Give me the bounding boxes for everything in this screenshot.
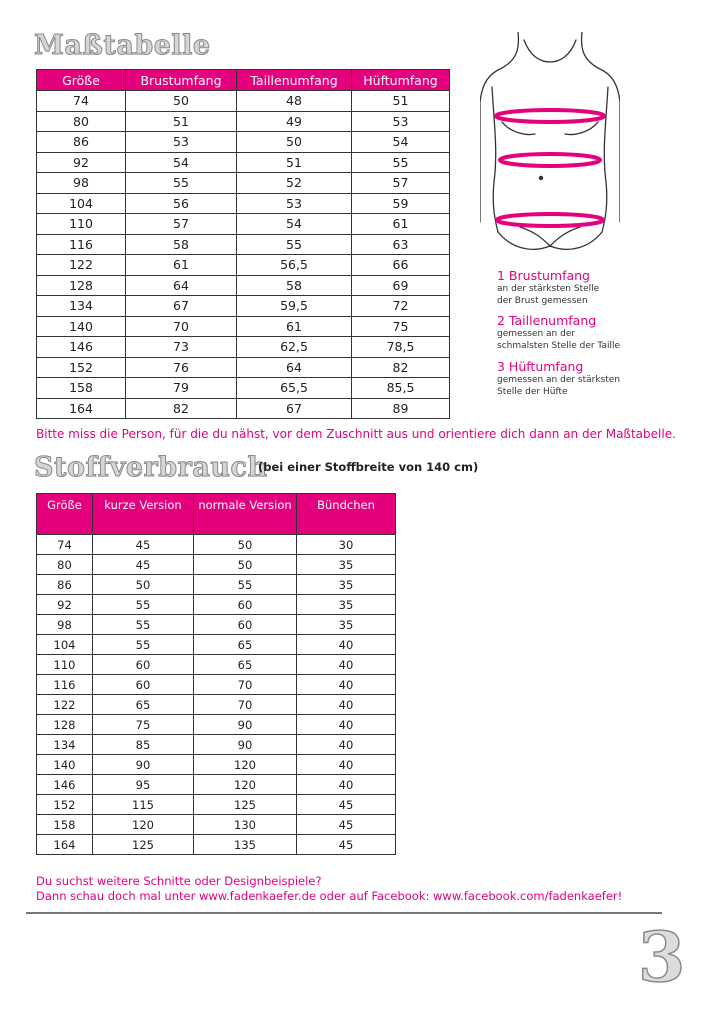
table-cell: 86: [37, 575, 93, 595]
table-cell: 146: [37, 337, 126, 358]
table-cell: 125: [93, 835, 194, 855]
table-cell: 55: [93, 595, 194, 615]
table-cell: 51: [126, 111, 237, 132]
header-hip: Hüftumfang: [352, 70, 450, 91]
table-cell: 90: [194, 715, 297, 735]
header-normal-version: normale Version: [194, 494, 297, 535]
table-row: [37, 795, 396, 815]
legend-title: 1 Brustumfang: [497, 268, 590, 283]
table-cell: 51: [352, 91, 450, 112]
table-cell: 82: [352, 357, 450, 378]
header-chest: Brustumfang: [126, 70, 237, 91]
table-cell: 45: [297, 815, 396, 835]
legend-title: 3 Hüftumfang: [497, 359, 584, 374]
table-cell: 57: [352, 173, 450, 194]
table-cell: 49: [237, 111, 352, 132]
table-cell: 120: [194, 775, 297, 795]
table-cell: 79: [126, 378, 237, 399]
legend-title: 2 Taillenumfang: [497, 313, 597, 328]
page-number: 3: [638, 918, 686, 998]
table-cell: 40: [297, 775, 396, 795]
header-waist: Taillenumfang: [237, 70, 352, 91]
table-cell: 50: [194, 555, 297, 575]
table-cell: 55: [194, 575, 297, 595]
table-cell: 55: [237, 234, 352, 255]
table-cell: 72: [352, 296, 450, 317]
table-cell: 78,5: [352, 337, 450, 358]
table-cell: 61: [126, 255, 237, 276]
body-measurement-figure: [480, 32, 620, 266]
table-row: [37, 695, 396, 715]
header-cuffs: Bündchen: [297, 494, 396, 535]
table-row: [37, 173, 450, 194]
table-cell: 45: [93, 555, 194, 575]
table-cell: 86: [37, 132, 126, 153]
table-cell: 122: [37, 695, 93, 715]
table-cell: 61: [237, 316, 352, 337]
table-row: [37, 835, 396, 855]
table-cell: 152: [37, 795, 93, 815]
table-cell: 40: [297, 715, 396, 735]
table-cell: 104: [37, 635, 93, 655]
table-cell: 40: [297, 755, 396, 775]
table-cell: 140: [37, 316, 126, 337]
table-row: [37, 535, 396, 555]
table-cell: 55: [93, 615, 194, 635]
table-row: [37, 655, 396, 675]
table-row: [37, 398, 450, 419]
table-cell: 58: [237, 275, 352, 296]
table-row: [37, 296, 450, 317]
table-row: [37, 675, 396, 695]
table-cell: 90: [194, 735, 297, 755]
table-cell: 54: [352, 132, 450, 153]
table-row: [37, 635, 396, 655]
table-cell: 110: [37, 214, 126, 235]
table-cell: 58: [126, 234, 237, 255]
table-cell: 55: [352, 152, 450, 173]
table-row: [37, 815, 396, 835]
table-cell: 104: [37, 193, 126, 214]
measurement-instruction: Bitte miss die Person, für die du nähst, vor dem Zuschnitt aus und orientiere dich dann an der Maßtabelle.: [36, 427, 676, 441]
table-cell: 60: [194, 595, 297, 615]
table-row: [37, 555, 396, 575]
table-cell: 53: [237, 193, 352, 214]
table-cell: 146: [37, 775, 93, 795]
table-cell: 53: [352, 111, 450, 132]
table-cell: 90: [93, 755, 194, 775]
table-row: [37, 715, 396, 735]
table-row: [37, 575, 396, 595]
table-row: [37, 337, 450, 358]
table-row: [37, 316, 450, 337]
table-cell: 98: [37, 615, 93, 635]
table-cell: 89: [352, 398, 450, 419]
table-cell: 70: [126, 316, 237, 337]
table-cell: 40: [297, 735, 396, 755]
table-row: [37, 132, 450, 153]
fabric-table-title: Stoffverbrauch: [34, 452, 268, 483]
table-cell: 40: [297, 695, 396, 715]
legend-text: gemessen an der: [497, 329, 576, 339]
table-cell: 45: [93, 535, 194, 555]
table-cell: 64: [237, 357, 352, 378]
table-cell: 60: [93, 655, 194, 675]
table-cell: 35: [297, 555, 396, 575]
table-cell: 56: [126, 193, 237, 214]
table-row: [37, 234, 450, 255]
table-cell: 164: [37, 398, 126, 419]
table-cell: 80: [37, 111, 126, 132]
measurement-table: [36, 69, 450, 419]
table-cell: 65: [194, 655, 297, 675]
legend-text: schmalsten Stelle der Taille: [497, 341, 620, 351]
table-cell: 64: [126, 275, 237, 296]
table-cell: 45: [297, 835, 396, 855]
table-cell: 51: [237, 152, 352, 173]
table-cell: 69: [352, 275, 450, 296]
header-size: Größe: [37, 70, 126, 91]
table-row: [37, 193, 450, 214]
table-cell: 55: [126, 173, 237, 194]
header-size: Größe: [37, 494, 93, 535]
table-cell: 65: [93, 695, 194, 715]
table-cell: 158: [37, 815, 93, 835]
table-cell: 135: [194, 835, 297, 855]
table-row: [37, 615, 396, 635]
table-cell: 110: [37, 655, 93, 675]
table-cell: 128: [37, 715, 93, 735]
table-cell: 50: [93, 575, 194, 595]
table-cell: 57: [126, 214, 237, 235]
legend-hip: [497, 359, 620, 398]
legend-text: an der stärksten Stelle: [497, 284, 600, 294]
measurement-table-title: Maßtabelle: [34, 30, 211, 61]
table-cell: 40: [297, 635, 396, 655]
table-cell: 59,5: [237, 296, 352, 317]
table-cell: 63: [352, 234, 450, 255]
table-cell: 50: [194, 535, 297, 555]
table-cell: 120: [93, 815, 194, 835]
legend-chest: [497, 268, 599, 307]
table-cell: 35: [297, 575, 396, 595]
table-cell: 74: [37, 91, 126, 112]
table-cell: 95: [93, 775, 194, 795]
table-cell: 62,5: [237, 337, 352, 358]
table-row: [37, 111, 450, 132]
table-cell: 74: [37, 535, 93, 555]
table-row: [37, 755, 396, 775]
table-cell: 50: [237, 132, 352, 153]
table-cell: 67: [126, 296, 237, 317]
table-cell: 48: [237, 91, 352, 112]
table-row: [37, 275, 450, 296]
table-cell: 158: [37, 378, 126, 399]
fabric-width-note: (bei einer Stoffbreite von 140 cm): [258, 460, 479, 474]
table-cell: 56,5: [237, 255, 352, 276]
table-cell: 122: [37, 255, 126, 276]
table-cell: 60: [93, 675, 194, 695]
table-cell: 164: [37, 835, 93, 855]
table-cell: 67: [237, 398, 352, 419]
table-cell: 134: [37, 735, 93, 755]
table-cell: 60: [194, 615, 297, 635]
table-cell: 59: [352, 193, 450, 214]
table-cell: 54: [237, 214, 352, 235]
table-cell: 75: [352, 316, 450, 337]
table-row: [37, 595, 396, 615]
table-header-row: [37, 494, 396, 535]
legend-waist: [497, 313, 620, 352]
fabric-table: [36, 493, 396, 855]
table-cell: 92: [37, 152, 126, 173]
table-cell: 55: [93, 635, 194, 655]
table-cell: 128: [37, 275, 126, 296]
table-cell: 45: [297, 795, 396, 815]
table-row: [37, 255, 450, 276]
table-cell: 134: [37, 296, 126, 317]
table-cell: 120: [194, 755, 297, 775]
table-cell: 65: [194, 635, 297, 655]
table-row: [37, 357, 450, 378]
table-row: [37, 378, 450, 399]
table-cell: 61: [352, 214, 450, 235]
table-header-row: [37, 70, 450, 91]
table-cell: 98: [37, 173, 126, 194]
table-cell: 35: [297, 615, 396, 635]
table-cell: 80: [37, 555, 93, 575]
table-cell: 130: [194, 815, 297, 835]
table-cell: 70: [194, 675, 297, 695]
table-cell: 152: [37, 357, 126, 378]
table-cell: 40: [297, 675, 396, 695]
table-cell: 115: [93, 795, 194, 815]
table-cell: 35: [297, 595, 396, 615]
table-cell: 53: [126, 132, 237, 153]
table-cell: 116: [37, 234, 126, 255]
table-row: [37, 775, 396, 795]
table-cell: 85: [93, 735, 194, 755]
footer-divider: [26, 912, 662, 914]
table-cell: 50: [126, 91, 237, 112]
table-row: [37, 91, 450, 112]
table-cell: 65,5: [237, 378, 352, 399]
table-cell: 140: [37, 755, 93, 775]
table-cell: 52: [237, 173, 352, 194]
footer-question: Du suchst weitere Schnitte oder Designbeispiele?: [36, 874, 322, 888]
table-cell: 116: [37, 675, 93, 695]
table-cell: 73: [126, 337, 237, 358]
table-cell: 66: [352, 255, 450, 276]
table-cell: 54: [126, 152, 237, 173]
table-row: [37, 152, 450, 173]
table-row: [37, 214, 450, 235]
table-cell: 125: [194, 795, 297, 815]
legend-text: Stelle der Hüfte: [497, 387, 568, 397]
table-cell: 82: [126, 398, 237, 419]
legend-text: der Brust gemessen: [497, 296, 588, 306]
table-cell: 76: [126, 357, 237, 378]
legend-text: gemessen an der stärksten: [497, 375, 621, 385]
header-short-version: kurze Version: [93, 494, 194, 535]
footer-links: Dann schau doch mal unter www.fadenkaefer.de oder auf Facebook: www.facebook.com/fadenkaefer!: [36, 889, 623, 903]
table-cell: 70: [194, 695, 297, 715]
table-cell: 30: [297, 535, 396, 555]
table-row: [37, 735, 396, 755]
table-cell: 85,5: [352, 378, 450, 399]
table-cell: 92: [37, 595, 93, 615]
table-cell: 40: [297, 655, 396, 675]
table-cell: 75: [93, 715, 194, 735]
